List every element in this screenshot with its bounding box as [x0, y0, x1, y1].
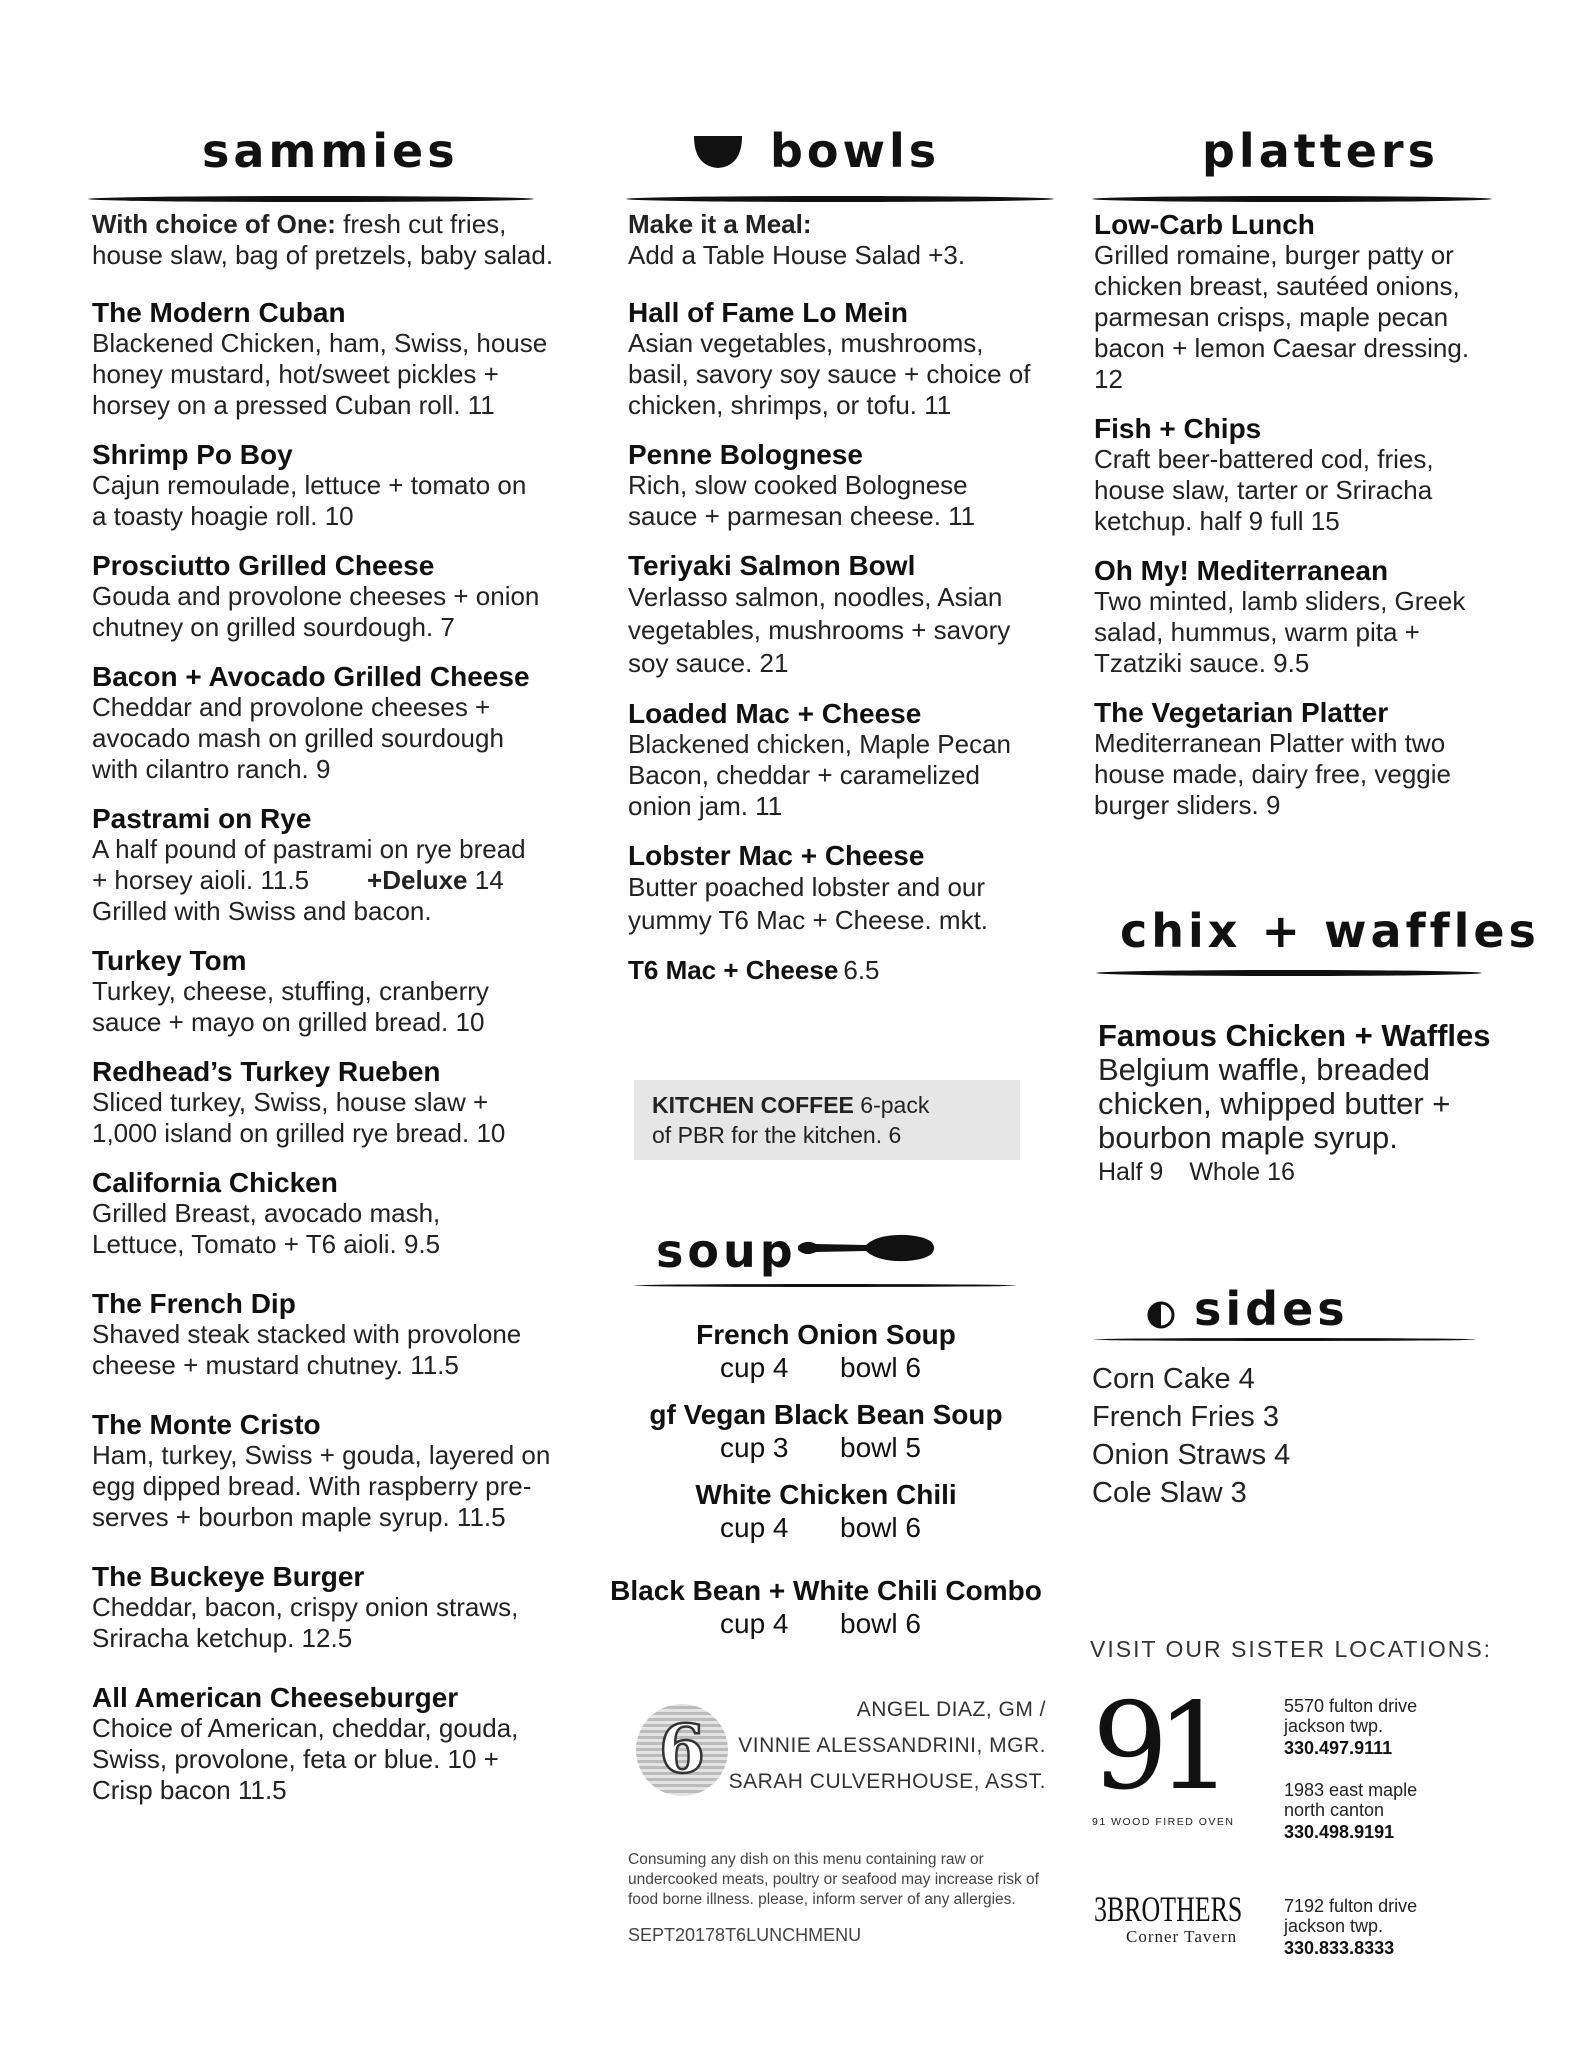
menu-item: The Modern Cuban Blackened Chicken, ham, Swiss, house honey mustard, hot/sweet pickles + horsey on a pressed Cuban roll. 11: [92, 297, 548, 420]
t6-logo: [632, 1700, 732, 1800]
side-item: Onion Straws 4: [1092, 1439, 1291, 1471]
half-circle-icon: [1146, 1300, 1176, 1330]
menu-item: The Monte Cristo Ham, turkey, Swiss + gouda, layered on egg dipped bread. With raspberry pre-serves + bourbon maple syrup. 11.5: [92, 1409, 551, 1532]
menu-item: Oh My! Mediterranean Two minted, lamb sliders, Greek salad, hummus, warm pita + Tzatziki sauce. 9.5: [1094, 555, 1466, 678]
menu-item: All American Cheeseburger Choice of American, cheddar, gouda, Swiss, provolone, feta or blue. 10 + Crisp bacon 11.5: [92, 1682, 519, 1805]
menu-item-t6-mac: T6 Mac + Cheese 6.5: [628, 955, 880, 985]
logo-3-brothers: [1094, 1890, 1274, 1946]
location-91-b: 1983 east maple north canton 330.498.9191: [1284, 1780, 1418, 1842]
soup-list: [596, 1318, 1056, 1640]
menu-item: Shrimp Po Boy Cajun remoulade, lettuce + tomato on a toasty hoagie roll. 10: [92, 439, 527, 531]
soup-item: gf Vegan Black Bean Soup cup 3 bowl 5: [649, 1399, 1003, 1463]
menu-item: Fish + Chips Craft beer-battered cod, fries, house slaw, tarter or Sriracha ketchup. half 9 full 15: [1094, 413, 1434, 536]
sammies-title: sammies: [202, 124, 459, 178]
menu-item: The French Dip Shaved steak stacked with provolone cheese + mustard chutney. 11.5: [92, 1288, 522, 1380]
disclaimer: Consuming any dish on this menu containing raw or undercooked meats, poultry or seafood may increase risk of food borne illness. please, inform server of any allergies.: [628, 1851, 1039, 1908]
location-91-a: 5570 fulton drive jackson twp. 330.497.9111: [1284, 1696, 1418, 1758]
menu-item: Prosciutto Grilled Cheese Gouda and provolone cheeses + onion chutney on grilled sourdough. 7: [92, 550, 540, 642]
sides-list: [1092, 1360, 1290, 1512]
menu-item: Teriyaki Salmon Bowl Verlasso salmon, noodles, Asian vegetables, mushrooms + savory soy sauce. 21: [628, 550, 1011, 678]
sister-heading: VISIT OUR SISTER LOCATIONS:: [1090, 1636, 1493, 1662]
logo-3-brothers-main: 3BROTHERS: [1094, 1889, 1243, 1929]
sammies-rule: [88, 196, 534, 202]
menu-item: California Chicken Grilled Breast, avocado mash, Lettuce, Tomato + T6 aioli. 9.5: [92, 1167, 441, 1259]
soup-item: French Onion Soup cup 4 bowl 6: [696, 1319, 956, 1383]
bowls-intro: Make it a Meal: Add a Table House Salad +3.: [628, 209, 966, 270]
platters-column: [1094, 209, 1514, 839]
chix-waffles-title: chix + waffles: [1120, 904, 1540, 958]
menu-item: Hall of Fame Lo Mein Asian vegetables, mushrooms, basil, savory soy sauce + choice of chicken, shrimps, or tofu. 11: [628, 297, 1031, 420]
platters-rule: [1092, 196, 1492, 202]
menu-item: Bacon + Avocado Grilled Cheese Cheddar and provolone cheeses + avocado mash on grilled sourdough with cilantro ranch. 9: [92, 661, 530, 784]
t6-logo-number: 6: [659, 1710, 705, 1788]
sammies-column: [92, 209, 572, 1824]
sides-title: sides: [1194, 1282, 1349, 1336]
kitchen-coffee-box: KITCHEN COFFEE 6-pack of PBR for the kitchen. 6: [634, 1080, 1020, 1160]
menu-item-pastrami: Pastrami on Rye A half pound of pastrami on rye bread + horsey aioli. 11.5 +Deluxe 14 Grilled with Swiss and bacon.: [92, 803, 526, 926]
chix-waffles-rule: [1096, 970, 1482, 976]
menu-item: Lobster Mac + Cheese Butter poached lobster and our yummy T6 Mac + Cheese. mkt.: [628, 840, 989, 935]
menu-code: SEPT20178T6LUNCHMENU: [628, 1925, 862, 1945]
bowls-rule: [626, 196, 1054, 202]
sides-rule: [1094, 1338, 1476, 1341]
menu-item: Low-Carb Lunch Grilled romaine, burger patty or chicken breast, sautéed onions, parmesan crisps, maple pecan bacon + lemon Caesar dressing. 12: [1094, 209, 1470, 394]
side-item: Corn Cake 4: [1092, 1363, 1255, 1395]
logo-91-caption: 91 WOOD FIRED OVEN: [1092, 1816, 1235, 1828]
soup-title: soup: [656, 1224, 797, 1278]
chix-waffles-item: Famous Chicken + Waffles Belgium waffle, breaded chicken, whipped butter + bourbon maple syrup. Half 9 Whole 16: [1098, 1018, 1491, 1186]
bowls-title: bowls: [770, 124, 941, 178]
managers: ANGEL DIAZ, GM / VINNIE ALESSANDRINI, MGR. SARAH CULVERHOUSE, ASST.: [728, 1698, 1046, 1793]
soup-rule: [634, 1284, 1016, 1287]
location-3-brothers: 7192 fulton drive jackson twp. 330.833.8333: [1284, 1896, 1418, 1958]
bowl-icon: [692, 130, 744, 170]
logo-91: [1092, 1678, 1252, 1828]
bowls-column: [628, 209, 1048, 1004]
menu-item: Penne Bolognese Rich, slow cooked Bolognese sauce + parmesan cheese. 11: [628, 439, 976, 531]
sammies-intro: With choice of One: fresh cut fries, house slaw, bag of pretzels, baby salad.: [92, 209, 554, 270]
soup-item: Black Bean + White Chili Combo cup 4 bowl 6: [610, 1575, 1042, 1639]
soup-item: White Chicken Chili cup 4 bowl 6: [695, 1479, 957, 1543]
side-item: French Fries 3: [1092, 1401, 1279, 1433]
logo-3-brothers-sub: Corner Tavern: [1126, 1927, 1238, 1946]
menu-item: Loaded Mac + Cheese Blackened chicken, Maple Pecan Bacon, cheddar + caramelized onion jam. 11: [628, 698, 1012, 821]
menu-item: Turkey Tom Turkey, cheese, stuffing, cranberry sauce + mayo on grilled bread. 10: [92, 945, 489, 1037]
menu-item: The Vegetarian Platter Mediterranean Platter with two house made, dairy free, veggie burger sliders. 9: [1094, 697, 1451, 820]
logo-91-number: 91: [1092, 1678, 1221, 1817]
side-item: Cole Slaw 3: [1092, 1477, 1247, 1509]
menu-item: Redhead’s Turkey Rueben Sliced turkey, Swiss, house slaw + 1,000 island on grilled rye bread. 10: [92, 1056, 506, 1148]
menu-item: The Buckeye Burger Cheddar, bacon, crispy onion straws, Sriracha ketchup. 12.5: [92, 1561, 519, 1653]
platters-title: platters: [1202, 124, 1439, 178]
spoon-icon: [796, 1233, 936, 1263]
